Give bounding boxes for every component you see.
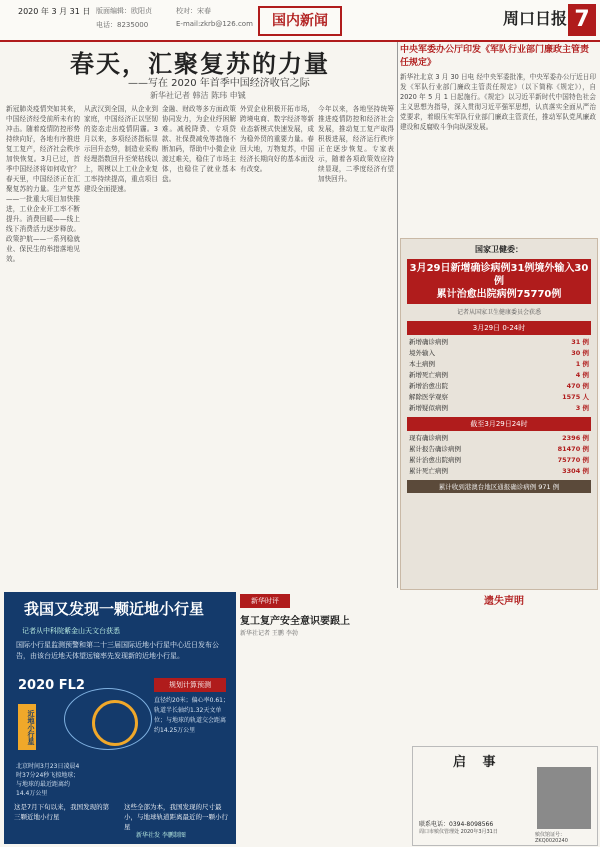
commentary-headline: 复工复产安全意识要跟上 <box>240 616 350 627</box>
commentary-tag: 新华时评 <box>240 594 290 608</box>
asteroid-infographic <box>4 592 236 844</box>
lead-byline: 新华社记者 韩洁 陈玮 申铖 <box>150 91 246 100</box>
asteroid-facts: 直径约20米；偏心率0.61；轨道半长轴约1.32天文单位；与地球的轨道交会距离约14.25万公里 <box>154 697 229 734</box>
stat-value: 75770 例 <box>557 456 589 464</box>
asteroid-credit: 新华社发 李鹏制图 <box>136 832 186 839</box>
stat-value: 1575 人 <box>562 393 589 401</box>
lost-notice <box>412 592 596 607</box>
editor-credit: 版面编辑：欧阳贞 <box>96 7 152 15</box>
stat-value: 3 例 <box>575 404 589 412</box>
asteroid-note-2: 这些全部为本，我国发现的尺寸最小，与地球轨道距离最近的一颗小行星 <box>124 803 228 831</box>
announcement-box <box>412 746 598 846</box>
article-column-2: 从武汉到全国，从企业到家庭，中国经济正以坚韧的姿态走出疫情阴霾。3月以来，多项经济指标显示回升态势，制造业采购经理指数回升至荣枯线以上，规模以上工业企业复工率持续提高，重点项目建设全面提速。 <box>84 105 158 193</box>
stat-label: 现有确诊病例 <box>409 434 448 442</box>
stat-label: 新增治愈出院 <box>409 382 448 390</box>
asteroid-ring-icon <box>92 700 138 746</box>
stat-row <box>409 455 589 464</box>
stat-value: 30 例 <box>571 349 589 357</box>
stat-row <box>409 444 589 453</box>
asteroid-name: 2020 FL2 <box>18 678 85 693</box>
stat-label: 本土病例 <box>409 360 435 368</box>
stat-row <box>409 359 589 368</box>
stat-label: 累计死亡病例 <box>409 467 448 475</box>
email-credit: E-mail:zkrb@126.com <box>176 20 253 28</box>
stat-row <box>409 433 589 442</box>
military-body: 新华社北京 3 月 30 日电 经中央军委批准，中央军委办公厅近日印发《军队行业部门廉政主管责任规定》（以下简称《规定》），自 2020 年 5 月 1 日起施行。《规定》以习近平新时代中国特色社会主义思想为指导，深入贯彻习近平强军思想，认真落实全面从严治党要求，着眼压实军队行业部门廉政主管责任，推动军队党风廉政建设和反腐败斗争向纵深发展。 <box>400 73 596 131</box>
article-column-4: 外贸企业积极开拓市场，跨境电商、数字经济等新业态新模式快速发展，成为稳外贸的重要力量。春回大地，万物复苏，中国经济长期向好的基本面没有改变。 <box>240 105 314 173</box>
section-title: 国内新闻 <box>258 6 342 36</box>
announcement-phone: 联系电话：0394-8098566 <box>419 821 494 828</box>
covid-agency: 国家卫健委： <box>475 245 523 254</box>
stat-label: 新增确诊病例 <box>409 338 448 346</box>
stat-row <box>409 466 589 475</box>
stat-value: 1 例 <box>575 360 589 368</box>
asteroid-plan-label: 规划计算预测 <box>154 678 226 692</box>
announcement-title: 启 事 <box>453 755 502 770</box>
stat-value: 470 例 <box>566 382 589 390</box>
stat-value: 2396 例 <box>562 434 589 442</box>
stat-value: 3304 例 <box>562 467 589 475</box>
asteroid-pill: 近地小行星 <box>18 704 36 750</box>
covid-band-daily: 3月29日 0-24时 <box>407 321 591 335</box>
phone-credit: 电话：8235000 <box>96 21 149 29</box>
lead-subhead: ——写在 2020 年首季中国经济收官之际 <box>128 78 310 89</box>
announcement-footer: 周口市殡仪管理处 2020年3月31日 <box>419 829 498 835</box>
lead-headline: 春天，汇聚复苏的力量 <box>70 49 330 78</box>
stat-label: 新增疑似病例 <box>409 404 448 412</box>
stat-row <box>409 381 589 390</box>
commentary-byline: 新华社记者 王鹏 李勃 <box>240 630 298 637</box>
lost-notice-title: 遗失声明 <box>484 596 524 607</box>
article-column-3: 金融、财政等多方面政策协同发力，为企业纾困解难。减税降费、专项贷款、社保费减免等措施不断加码，帮助中小微企业渡过难关，稳住了市场主体，也稳住了就业基本盘。 <box>162 105 236 183</box>
stat-label: 新增死亡病例 <box>409 371 448 379</box>
asteroid-note-1: 这是7月下旬以来，我国发现的第三颗近地小行星 <box>14 803 110 821</box>
covid-band-total: 截至3月29日24时 <box>407 417 591 431</box>
covid-headline-2: 累计治愈出院病例75770例 <box>436 289 562 300</box>
military-article <box>400 42 596 242</box>
photo-caption: 殡仪馆证号：ZKQ0020240 <box>535 832 568 844</box>
article-column-5: 今年以来，各地坚持统筹推进疫情防控和经济社会发展，推动复工复产取得积极进展，经济运行秩序正在逐步恢复。专家表示，随着各项政策效应持续显现，二季度经济有望加快回升。 <box>318 105 394 183</box>
asteroid-subtitle: 记者从中科院紫金山天文台获悉 <box>22 627 120 635</box>
stat-row <box>409 348 589 357</box>
column-divider <box>397 42 398 588</box>
stat-value: 4 例 <box>575 371 589 379</box>
asteroid-flyby-notes: 北京时间3月23日凌晨4时37分24秒飞掠地球；与地球的最近距离约14.4万公里 <box>16 763 80 797</box>
covid-caption: 记者从国家卫生健康委员会获悉 <box>456 309 541 316</box>
asteroid-title: 我国又发现一颗近地小行星 <box>24 600 205 618</box>
portrait-photo <box>537 767 591 829</box>
stat-label: 境外输入 <box>409 349 435 357</box>
page-header <box>0 0 600 42</box>
covid-band-hkmotw: 累计收到港澳台地区通报确诊病例 971 例 <box>407 480 591 493</box>
stat-label: 累计治愈出院病例 <box>409 456 461 464</box>
covid-headline-1: 3月29日新增确诊病例31例境外输入30例 <box>409 263 589 287</box>
article-column-1: 新冠肺炎疫情突如其来，中国经济经受前所未有的冲击。随着疫情防控形势持续向好，各地有序推进复工复产，经济社会秩序加快恢复。3月已过，首季中国经济将如何收官？春天里，中国经济正在汇聚复苏的力量。生产复苏——一批重大项目加快推进，工业企业开工率不断提升。消费回暖——线上线下消费活力逐步释放。政策护航——一系列稳就业、保民生的举措落地见效。 <box>6 105 80 263</box>
asteroid-intro: 国际小行星监测预警和第二十三届国际近地小行星中心近日发布公告，由该台近地天体望远镜率先发现新的近地小行星。 <box>16 641 219 660</box>
covid-total-rows <box>401 433 597 475</box>
paper-logo: 周口日报 <box>503 9 568 28</box>
stat-row <box>409 392 589 401</box>
stat-row <box>409 403 589 412</box>
stat-label: 解除医学观察 <box>409 393 448 401</box>
issue-date: 2020 年 3 月 31 日 <box>18 7 91 16</box>
covid-infographic <box>400 238 598 590</box>
covid-headline-box <box>407 259 591 304</box>
stat-row <box>409 370 589 379</box>
covid-daily-rows <box>401 337 597 412</box>
page-number: 7 <box>568 4 596 36</box>
stat-label: 累计报告确诊病例 <box>409 445 461 453</box>
stat-value: 81470 例 <box>557 445 589 453</box>
proof-credit: 校对：宋春 <box>176 7 211 15</box>
stat-value: 31 例 <box>571 338 589 346</box>
military-headline: 中央军委办公厅印发《军队行业部门廉政主管责任规定》 <box>400 45 590 68</box>
stat-row <box>409 337 589 346</box>
